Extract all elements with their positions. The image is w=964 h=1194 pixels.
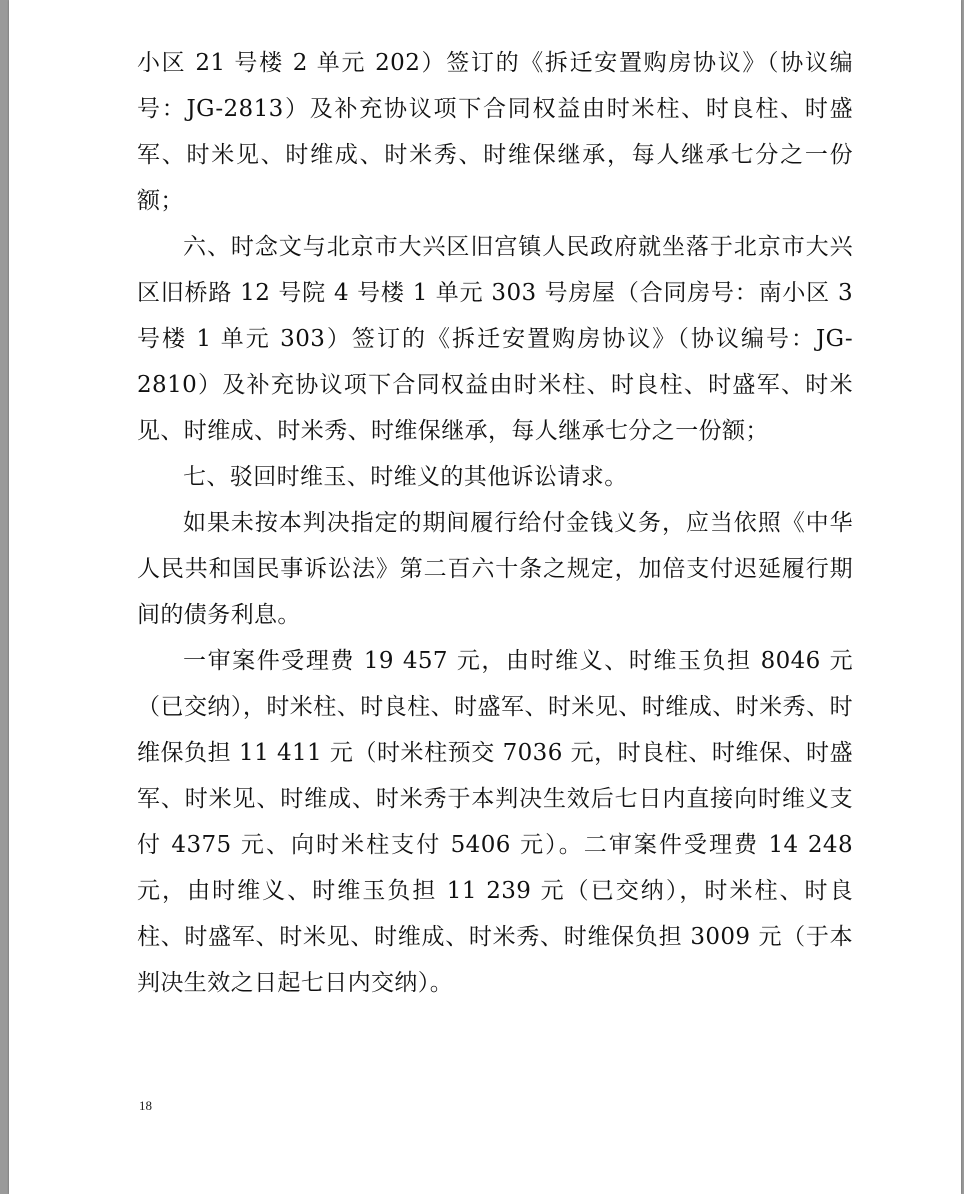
paragraph-continuation: 小区 21 号楼 2 单元 202）签订的《拆迁安置购房协议》（协议编号：JG-2813）及补充协议项下合同权益由时米柱、时良柱、时盛军、时米见、时维成、时米秀、时维保继承，每人继承七分之一份额； <box>137 50 853 214</box>
document-body <box>137 40 853 1006</box>
paragraph-item-six: 六、时念文与北京市大兴区旧宫镇人民政府就坐落于北京市大兴区旧桥路 12 号院 4 号楼 1 单元 303 号房屋（合同房号：南小区 3 号楼 1 单元 303）签订的《拆迁安置购房协议》（协议编号：JG-2810）及补充协议项下合同权益由时米柱、时良柱、时盛军、时米见、时维成、时米秀、时维保继承，每人继承七分之一份额； <box>137 234 853 444</box>
paragraph-interest-notice: 如果未按本判决指定的期间履行给付金钱义务，应当依照《中华人民共和国民事诉讼法》第二百六十条之规定，加倍支付迟延履行期间的债务利息。 <box>137 510 853 628</box>
page-number: 18 <box>139 1098 152 1113</box>
document-page <box>9 0 961 1194</box>
paragraph-item-seven: 七、驳回时维玉、时维义的其他诉讼请求。 <box>183 464 628 490</box>
paragraph-case-fees: 一审案件受理费 19 457 元，由时维义、时维玉负担 8046 元（已交纳），时米柱、时良柱、时盛军、时米见、时维成、时米秀、时维保负担 11 411 元（时米柱预交 7036 元，时良柱、时维保、时盛军、时米见、时维成、时米秀于本判决生效后七日内直接向时维义支付 4375 元、向时米柱支付 5406 元）。二审案件受理费 14 248 元，由时维义、时维玉负担 11 239 元（已交纳），时米柱、时良柱、时盛军、时米见、时维成、时米秀、时维保负担 3009 元（于本判决生效之日起七日内交纳）。 <box>137 648 853 996</box>
